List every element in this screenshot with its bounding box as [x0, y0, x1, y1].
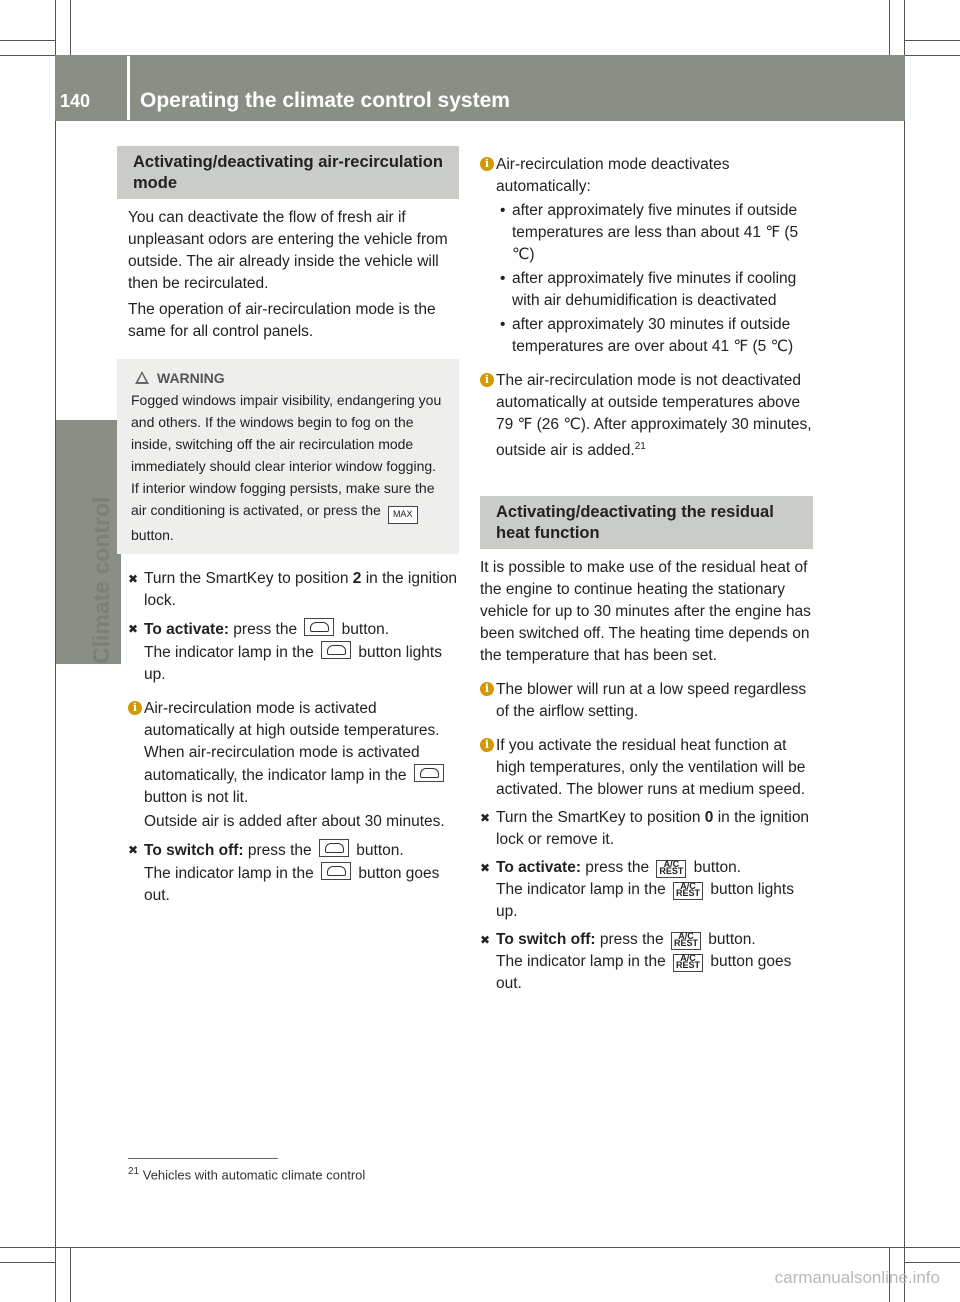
recirculation-button-icon	[321, 641, 351, 659]
ac-rest-button-icon: A/C REST	[673, 954, 703, 972]
step-arrow-icon: ✖	[480, 933, 491, 948]
step-arrow-icon: ✖	[480, 811, 491, 826]
warning-title: WARNING	[157, 370, 225, 386]
info-note: i If you activate the residual heat function at high temperatures, only the ventilation will be activated. The blower runs at medium speed.	[480, 735, 813, 801]
ac-rest-button-icon: A/C REST	[673, 882, 703, 900]
chapter-label: Climate control	[88, 496, 114, 664]
info-note: i Air-recirculation mode is activated automatically at high outside temperatures. When air-recirculation mode is activated automatically, the indicator lamp in the button is not lit. Outside air is added after about 30 minutes.	[128, 698, 459, 833]
info-note: i The blower will run at a low speed regardless of the airflow setting.	[480, 679, 813, 723]
info-note: i The air-recirculation mode is not deactivated automatically at outside temperatures above 79 ℉ (26 ℃). After approximately 30 minutes, outside air is added.$^{21}$	[480, 370, 813, 462]
crop-mark	[0, 1262, 55, 1263]
crop-mark	[905, 40, 960, 41]
recirculation-button-icon	[319, 839, 349, 857]
warning-text-end: button.	[131, 527, 174, 543]
page-number: 140	[60, 91, 91, 111]
step-item: ✖ Turn the SmartKey to position 0 in the ignition lock or remove it.	[480, 809, 810, 849]
info-icon: i	[480, 157, 494, 171]
crop-mark	[70, 0, 71, 55]
info-icon: i	[128, 701, 142, 715]
info-icon: i	[480, 682, 494, 696]
bullet-item: • after approximately 30 minutes if outside temperatures are over about 41 ℉ (5 ℃)	[500, 316, 794, 355]
step-arrow-icon: ✖	[128, 572, 139, 586]
step-item: ✖ To switch off: press the button. The indicator lamp in the button goes out.	[128, 839, 459, 907]
step-arrow-icon: ✖	[480, 861, 491, 876]
info-icon: i	[480, 738, 494, 752]
header-divider	[127, 56, 130, 120]
crop-mark	[905, 1262, 960, 1263]
step-arrow-icon: ✖	[128, 843, 139, 857]
warning-text: Fogged windows impair visibility, endangering you and others. If the windows begin to fog on the inside, switching off the air recirculation mode immediately should clear interior window fogging. If interior window fogging persists, make sure the air conditioning is activated, or press the	[131, 392, 442, 518]
page-title: Operating the climate control system	[140, 89, 510, 112]
recirculation-button-icon	[414, 764, 444, 782]
step-item: ✖ To switch off: press the A/C REST button. The indicator lamp in the A/C REST button goes out.	[480, 931, 792, 993]
section-heading: Activating/deactivating the residual heat function	[480, 496, 813, 549]
bullet-item: • after approximately five minutes if cooling with air dehumidification is deactivated	[500, 270, 797, 309]
warning-box	[117, 359, 459, 554]
footnote-rule	[128, 1158, 278, 1159]
info-note: i Air-recirculation mode deactivates automatically: • after approximately five minutes if outside temperatures are less than about 41 ℉ (5 ℃) • after approximately five minutes if cooling with air dehumidification is deactivated • after approximately 30 minutes if outside temperatures are over about 41 ℉ (5 ℃)	[480, 154, 813, 358]
recirculation-button-icon	[321, 862, 351, 880]
step-item: ✖ To activate: press the button. The indicator lamp in the button lights up.	[128, 618, 459, 686]
recirculation-button-icon	[304, 618, 334, 636]
bullet-item: • after approximately five minutes if outside temperatures are less than about 41 ℉ (5 ℃)	[500, 202, 799, 263]
info-icon: i	[480, 373, 494, 387]
paragraph: The operation of air-recirculation mode is the same for all control panels.	[128, 301, 436, 340]
paragraph: You can deactivate the flow of fresh air if unpleasant odors are entering the vehicle from outside. The air already inside the vehicle will then be recirculated.	[128, 209, 448, 292]
section-heading: Activating/deactivating air-recirculation mode	[117, 146, 459, 199]
watermark: carmanualsonline.info	[774, 1268, 940, 1287]
step-item: ✖ To activate: press the A/C REST button. The indicator lamp in the A/C REST button lights up.	[480, 859, 794, 921]
ac-rest-button-icon: A/C REST	[656, 860, 686, 878]
crop-mark	[0, 1247, 960, 1248]
left-column	[117, 146, 459, 913]
warning-icon	[135, 371, 149, 384]
crop-mark	[904, 0, 905, 1302]
step-arrow-icon: ✖	[128, 622, 139, 636]
step-item: ✖ Turn the SmartKey to position 2 in the ignition lock.	[128, 570, 458, 609]
max-defrost-button-icon: MAX	[388, 506, 418, 524]
crop-mark	[889, 0, 890, 55]
ac-rest-button-icon: A/C REST	[671, 932, 701, 950]
paragraph: It is possible to make use of the residual heat of the engine to continue heating the stationary vehicle for up to 30 minutes after the engine has been switched off. The heating time depends on the temperature that has been set.	[480, 559, 811, 665]
right-column	[480, 146, 813, 1001]
footnote: $^{21}$ Vehicles with automatic climate control	[128, 1166, 366, 1183]
crop-mark	[0, 40, 55, 41]
crop-mark	[70, 1248, 71, 1302]
